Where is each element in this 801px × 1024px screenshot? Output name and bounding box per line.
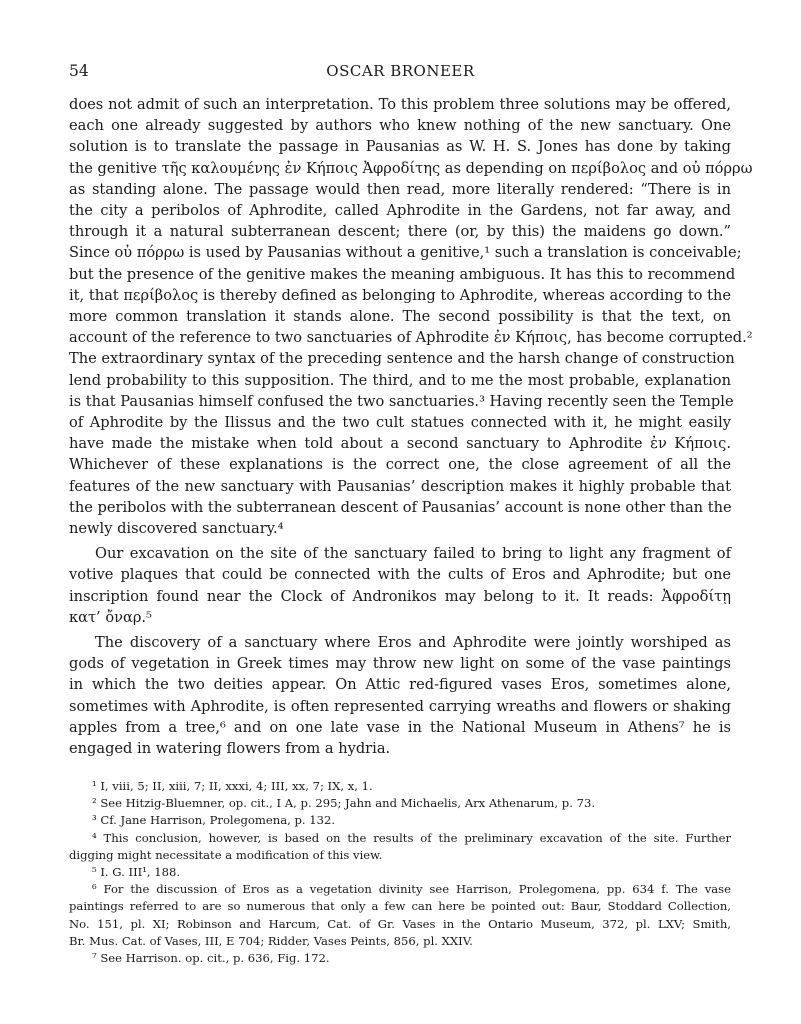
text-line: lend probability to this supposition. The third, and to me the most probable, explanation — [69, 371, 731, 389]
footnote-4-cont: digging might necessitate a modification of this view. — [69, 847, 383, 862]
text-line: apples from a tree,⁶ and on one late vase in the National Museum in Athens⁷ he is — [69, 718, 731, 736]
text-line: the city a peribolos of Aphrodite, called Aphrodite in the Gardens, not far away, and — [69, 202, 731, 220]
text-line: the peribolos with the subterranean descent of Pausanias’ account is none other than the — [69, 498, 732, 516]
paragraph-3 — [69, 632, 731, 759]
text-line: engaged in watering flowers from a hydria. — [69, 740, 391, 758]
text-line: Since οὐ πόρρω is used by Pausanias without a genitive,¹ such a translation is conceivable; — [69, 244, 742, 262]
text-line: inscription found near the Clock of Andronikos may belong to it. It reads: Ἀφροδίτῃ — [69, 587, 731, 605]
text-line: does not admit of such an interpretation. To this problem three solutions may be offered, — [69, 96, 731, 113]
footnote-5: ⁵ I. G. III¹, 188. — [92, 865, 181, 880]
text-line: it, that περίβολος is thereby defined as belonging to Aphrodite, whereas according to the — [69, 286, 731, 304]
text-line: through it a natural subterranean descent; there (or, by this) the maidens go down.” — [69, 223, 731, 241]
footnote-4: ⁴ This conclusion, however, is based on the results of the preliminary excavation of the site. Further — [92, 830, 731, 845]
paragraph-1 — [69, 94, 753, 539]
text-line: in which the two deities appear. On Attic red-figured vases Eros, sometimes alone, — [69, 676, 731, 694]
footnote-6: ⁶ For the discussion of Eros as a vegetation divinity see Harrison, Prolegomena, pp. 634 f. The vase — [92, 882, 731, 897]
text-line: but the presence of the genitive makes the meaning ambiguous. It has this to recommend — [69, 265, 736, 283]
footnote-2: ² See Hitzig-Bluemner, op. cit., I A, p. 295; Jahn and Michaelis, Arx Athenarum, p. 73. — [92, 796, 596, 811]
text-line: more common translation it stands alone. The second possibility is that the text, on — [69, 308, 731, 326]
footnote-3: ³ Cf. Jane Harrison, Prolegomena, p. 132. — [92, 813, 336, 828]
text-line: as standing alone. The passage would then read, more literally rendered: “There is in — [69, 180, 731, 198]
text-line: of Aphrodite by the Ilissus and the two cult statues connected with it, he might easily — [69, 414, 731, 432]
text-line: Whichever of these explanations is the correct one, the close agreement of all the — [69, 456, 731, 474]
footnotes — [69, 778, 731, 967]
text-line: sometimes with Aphrodite, is often represented carrying wreaths and flowers or shaking — [69, 697, 731, 715]
footnote-7: ⁷ See Harrison. op. cit., p. 636, Fig. 172. — [92, 951, 330, 966]
text-line: gods of vegetation in Greek times may throw new light on some of the vase paintings — [69, 655, 731, 673]
text-line: κατ’ ὄναρ.⁵ — [69, 608, 152, 626]
text-line: is that Pausanias himself confused the two sanctuaries.³ Having recently seen the Temple — [69, 392, 734, 410]
running-head: OSCAR BRONEER — [326, 62, 475, 80]
text-line: votive plaques that could be connected with the cults of Eros and Aphrodite; but one — [69, 566, 731, 584]
text-line: newly discovered sanctuary.⁴ — [69, 520, 284, 538]
paragraph-2 — [69, 543, 731, 628]
text-line: account of the reference to two sanctuaries of Aphrodite ἐν Κήποις, has become corrupted.² — [69, 329, 753, 347]
text-line: The discovery of a sanctuary where Eros and Aphrodite were jointly worshiped as — [95, 634, 731, 652]
text-line: the genitive τῆς καλουμένης ἐν Κήποις Ἀφροδίτης as depending on περίβολος and οὐ πόρρω — [69, 159, 753, 177]
text-line: Our excavation on the site of the sanctuary failed to bring to light any fragment of — [95, 545, 731, 563]
page-number: 54 — [69, 62, 89, 80]
footnote-1: ¹ I, viii, 5; II, xiii, 7; II, xxxi, 4; III, xx, 7; IX, x, 1. — [92, 779, 373, 793]
body-text — [69, 94, 753, 759]
text-line: The extraordinary syntax of the preceding sentence and the harsh change of construction — [69, 350, 735, 368]
footnote-6-cont: Br. Mus. Cat. of Vases, III, E 704; Ridder, Vases Peints, 856, pl. XXIV. — [69, 933, 473, 948]
text-line: features of the new sanctuary with Pausanias’ description makes it highly probable that — [69, 477, 731, 495]
footnote-6-cont: No. 151, pl. XI; Robinson and Harcum, Cat. of Gr. Vases in the Ontario Museum, 372, pl. LXV; Smith, — [69, 916, 731, 931]
footnote-6-cont: paintings referred to are so numerous that only a few can here be pointed out: Baur, Stoddard Collection, — [69, 899, 731, 914]
text-line: each one already suggested by authors who knew nothing of the new sanctuary. One — [69, 117, 731, 135]
text-line: solution is to translate the passage in Pausanias as W. H. S. Jones has done by taking — [69, 138, 731, 156]
text-line: have made the mistake when told about a second sanctuary to Aphrodite ἐν Κήποις. — [69, 435, 731, 453]
